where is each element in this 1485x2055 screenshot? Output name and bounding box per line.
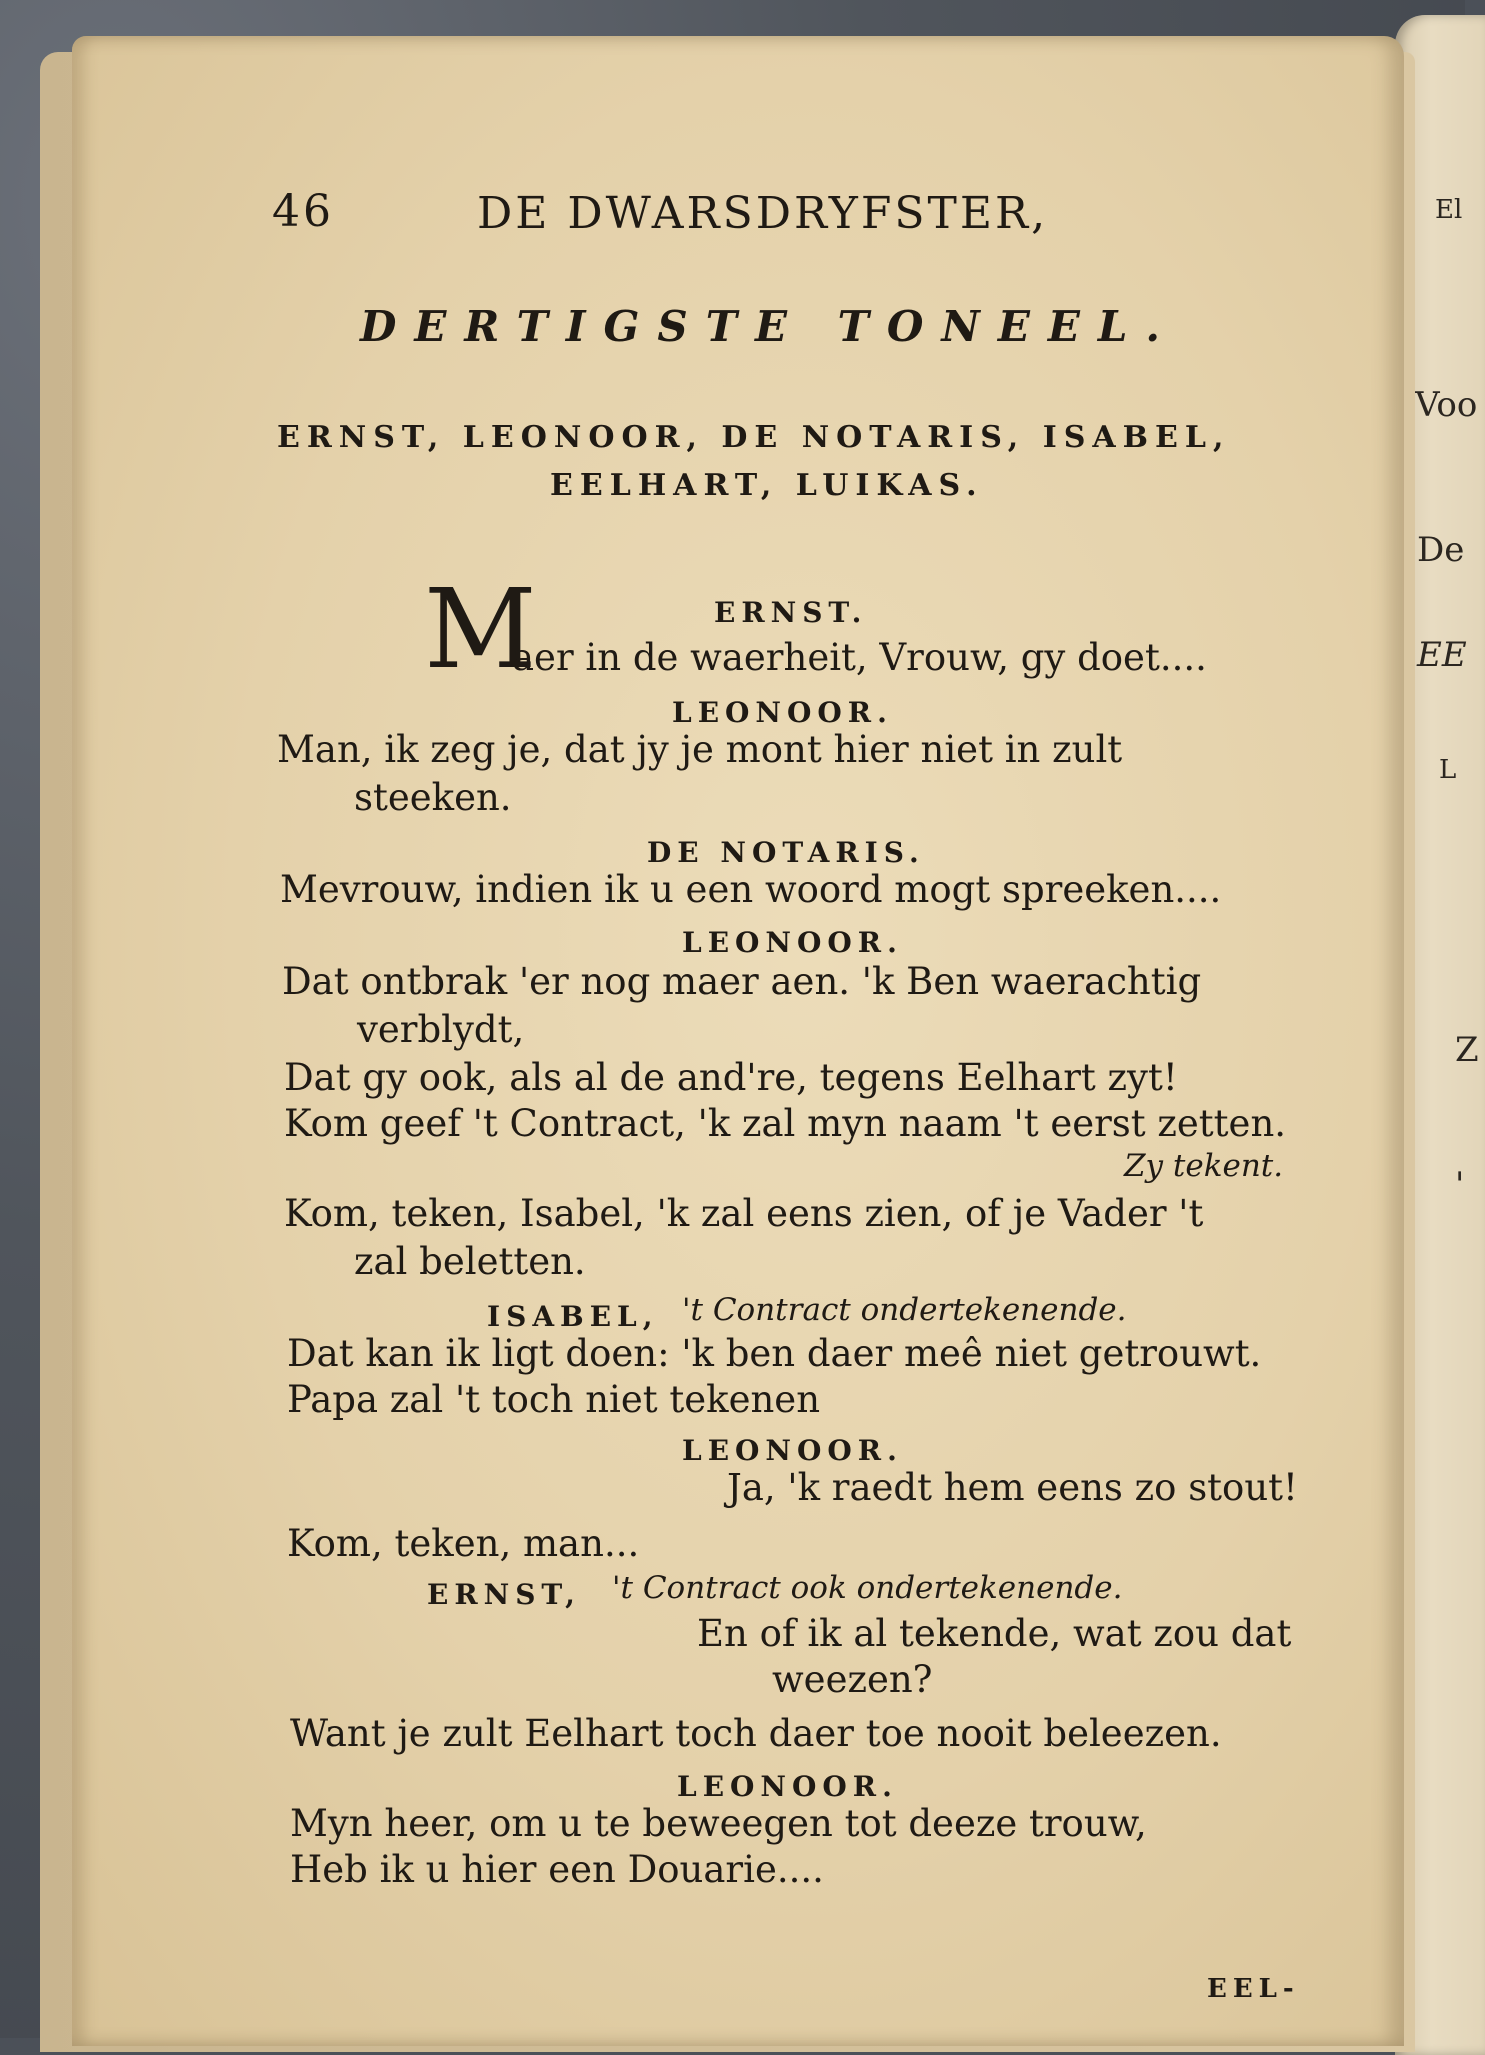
adjacent-fragment: L bbox=[1439, 755, 1457, 785]
speaker-name: ERNST. bbox=[714, 596, 868, 629]
speaker-name: ISABEL, bbox=[487, 1300, 659, 1333]
verse-line: verblydt, bbox=[357, 1008, 525, 1051]
verse-line: Myn heer, om u te beweegen tot deeze trouw, bbox=[290, 1802, 1147, 1845]
verse-line: weezen? bbox=[772, 1658, 933, 1701]
scene-title: DERTIGSTE TONEEL. bbox=[360, 302, 1178, 351]
verse-line: Heb ik u hier een Douarie.... bbox=[290, 1848, 824, 1891]
page-number: 46 bbox=[272, 186, 334, 237]
stage-direction: Zy tekent. bbox=[1124, 1148, 1284, 1184]
adjacent-fragment: ' bbox=[1455, 1165, 1465, 1205]
speaker-name: LEONOOR. bbox=[682, 926, 903, 959]
running-title: DE DWARSDRYFSTER, bbox=[477, 188, 1049, 239]
verse-line: En of ik al tekende, wat zou dat bbox=[697, 1612, 1292, 1655]
adjacent-fragment: De bbox=[1417, 530, 1465, 570]
verse-line: Man, ik zeg je, dat jy je mont hier niet in zult bbox=[277, 728, 1123, 771]
verse-line: steeken. bbox=[354, 776, 512, 819]
speaker-name: LEONOOR. bbox=[672, 696, 893, 729]
verse-line: Dat gy ook, als al de and're, tegens Eelhart zyt! bbox=[284, 1056, 1178, 1099]
verse-line: Kom, teken, man... bbox=[287, 1522, 640, 1565]
speaker-name: DE NOTARIS. bbox=[647, 836, 925, 869]
verse-line: Ja, 'k raedt hem eens zo stout! bbox=[727, 1466, 1298, 1509]
verse-line: zal beletten. bbox=[354, 1240, 586, 1283]
stage-direction: 't Contract ondertekenende. bbox=[682, 1292, 1127, 1328]
speaker-name: LEONOOR. bbox=[677, 1770, 898, 1803]
stage-direction: 't Contract ook ondertekenende. bbox=[612, 1570, 1123, 1606]
adjacent-fragment: El bbox=[1435, 195, 1463, 225]
book-page bbox=[72, 36, 1404, 2046]
adjacent-fragment: EE bbox=[1417, 635, 1467, 675]
cast-line: EELHART, LUIKAS. bbox=[550, 468, 984, 503]
verse-line: Want je zult Eelhart toch daer toe nooit beleezen. bbox=[290, 1712, 1222, 1755]
drop-cap: M bbox=[424, 565, 537, 693]
catchword: EEL- bbox=[1207, 1974, 1300, 2004]
verse-line: Dat ontbrak 'er nog maer aen. 'k Ben waerachtig bbox=[282, 960, 1202, 1003]
speaker-name: ERNST, bbox=[427, 1578, 581, 1611]
speaker-name: LEONOOR. bbox=[682, 1434, 903, 1467]
verse-line: aer in de waerheit, Vrouw, gy doet.... bbox=[512, 636, 1207, 679]
verse-line: Mevrouw, indien ik u een woord mogt spreeken.... bbox=[280, 868, 1222, 911]
verse-line: Kom geef 't Contract, 'k zal myn naam 't eerst zetten. bbox=[284, 1102, 1287, 1145]
verse-line: Papa zal 't toch niet tekenen bbox=[287, 1378, 821, 1421]
cast-line: ERNST, LEONOOR, DE NOTARIS, ISABEL, bbox=[277, 420, 1231, 455]
adjacent-fragment: Voo bbox=[1415, 385, 1478, 425]
verse-line: Dat kan ik ligt doen: 'k ben daer meê niet getrouwt. bbox=[287, 1332, 1262, 1375]
adjacent-fragment: Z bbox=[1455, 1030, 1479, 1070]
verse-line: Kom, teken, Isabel, 'k zal eens zien, of je Vader 't bbox=[284, 1192, 1204, 1235]
